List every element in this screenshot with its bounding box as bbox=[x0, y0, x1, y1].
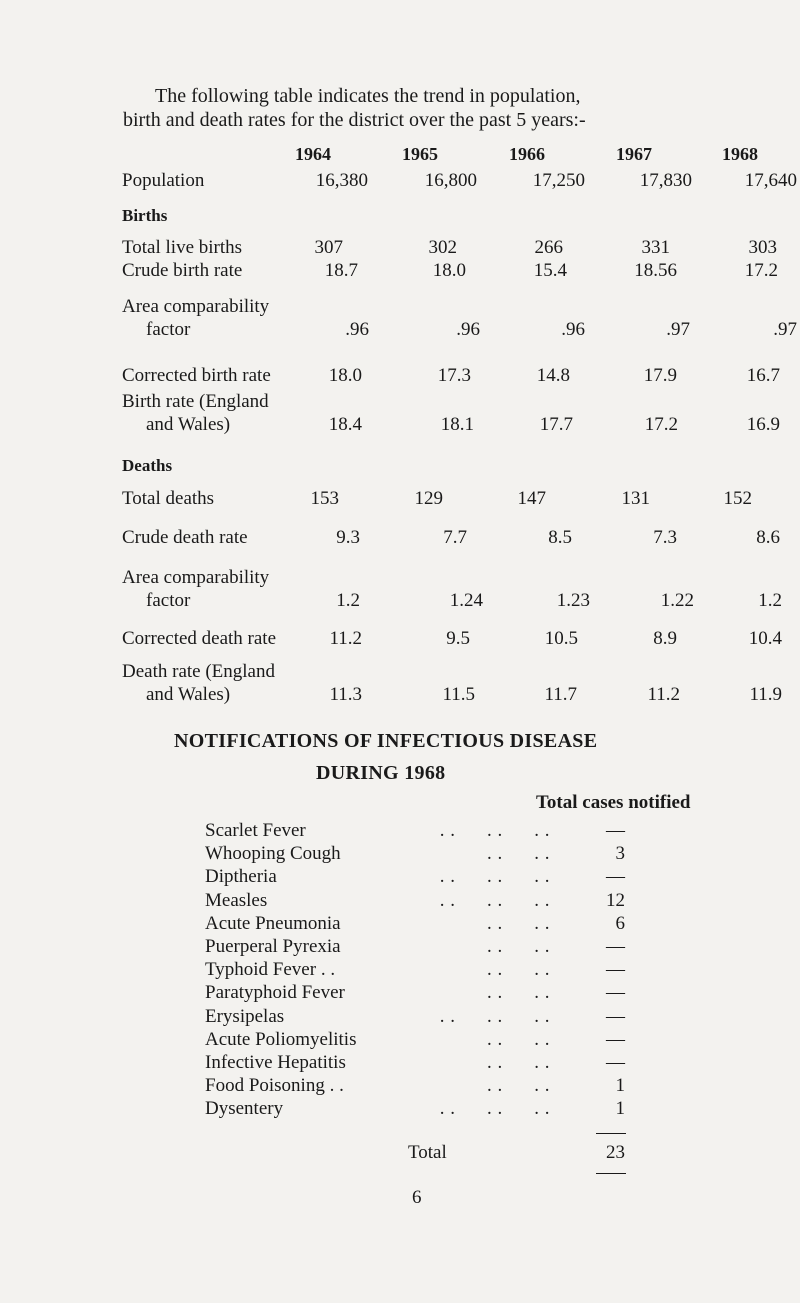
deaths-total-value-1966: 147 bbox=[517, 488, 546, 509]
births-total-live-value-1968: 303 bbox=[748, 237, 777, 258]
deaths-total-value-1967: 131 bbox=[621, 488, 650, 509]
births-total-live-value-1967: 331 bbox=[641, 237, 670, 258]
deaths-total-label: Total deaths bbox=[122, 488, 215, 509]
year-header-1964: 1964 bbox=[295, 144, 331, 164]
births-corrected-value-1968: 16.7 bbox=[746, 365, 780, 386]
notifications-subheading: DURING 1968 bbox=[316, 762, 446, 784]
births-crude-rate-value-1964: 18.7 bbox=[324, 260, 358, 281]
disease-count: 3 bbox=[615, 843, 625, 864]
deaths-crude-rate-value-1964: 9.3 bbox=[336, 527, 360, 548]
deaths-corrected-value-1968: 10.4 bbox=[748, 628, 782, 649]
deaths-england-label-1: Death rate (England bbox=[122, 661, 275, 682]
disease-count: 12 bbox=[606, 890, 625, 911]
deaths-acf-label-1: Area comparability bbox=[122, 567, 270, 588]
dot-leader: . . . . bbox=[487, 843, 550, 864]
births-england-label-2: and Wales) bbox=[146, 414, 231, 435]
births-england-value-1964: 18.4 bbox=[328, 414, 362, 435]
deaths-heading: Deaths bbox=[122, 456, 173, 475]
births-acf-value-1964: .96 bbox=[345, 319, 369, 340]
year-header-1965: 1965 bbox=[402, 144, 438, 164]
births-crude-rate-value-1965: 18.0 bbox=[432, 260, 466, 281]
disease-name: Food Poisoning . . bbox=[205, 1075, 344, 1096]
dot-leader: . . . . . . bbox=[439, 890, 550, 911]
deaths-crude-rate-value-1968: 8.6 bbox=[756, 527, 780, 548]
deaths-england-value-1968: 11.9 bbox=[749, 684, 782, 705]
dot-leader: . . . . bbox=[487, 1029, 550, 1050]
births-england-value-1968: 16.9 bbox=[746, 414, 780, 435]
dot-leader: . . . . bbox=[487, 936, 550, 957]
births-corrected-label: Corrected birth rate bbox=[122, 365, 271, 386]
deaths-acf-value-1968: 1.2 bbox=[758, 590, 782, 611]
births-crude-rate-value-1968: 17.2 bbox=[744, 260, 778, 281]
deaths-corrected-value-1964: 11.2 bbox=[329, 628, 362, 649]
births-crude-rate-label: Crude birth rate bbox=[122, 260, 243, 281]
deaths-total-value-1968: 152 bbox=[723, 488, 752, 509]
deaths-crude-rate-value-1966: 8.5 bbox=[548, 527, 572, 548]
births-corrected-value-1966: 14.8 bbox=[536, 365, 570, 386]
births-acf-label-2: factor bbox=[146, 319, 191, 340]
dot-leader: . . . . bbox=[487, 1052, 550, 1073]
total-label: Total bbox=[408, 1142, 447, 1163]
births-acf-value-1965: .96 bbox=[456, 319, 480, 340]
disease-name: Measles bbox=[205, 890, 268, 911]
deaths-corrected-value-1965: 9.5 bbox=[446, 628, 470, 649]
disease-name: Diptheria bbox=[205, 866, 277, 887]
dot-leader: . . . . bbox=[487, 982, 550, 1003]
disease-name: Acute Poliomyelitis bbox=[205, 1029, 357, 1050]
deaths-england-label-2: and Wales) bbox=[146, 684, 231, 705]
disease-name: Dysentery bbox=[205, 1098, 284, 1119]
disease-name: Erysipelas bbox=[205, 1006, 285, 1027]
total-rule-bottom bbox=[596, 1173, 626, 1174]
births-total-live-value-1966: 266 bbox=[534, 237, 563, 258]
disease-count: — bbox=[606, 820, 625, 841]
births-acf-label-1: Area comparability bbox=[122, 296, 270, 317]
year-header-1966: 1966 bbox=[509, 144, 545, 164]
disease-name: Paratyphoid Fever bbox=[205, 982, 345, 1003]
births-acf-value-1967: .97 bbox=[666, 319, 690, 340]
births-acf-value-1968: .97 bbox=[773, 319, 797, 340]
births-total-live-value-1964: 307 bbox=[314, 237, 343, 258]
disease-count: — bbox=[606, 936, 625, 957]
births-total-live-value-1965: 302 bbox=[428, 237, 457, 258]
disease-count: — bbox=[606, 1052, 625, 1073]
disease-count: — bbox=[606, 1006, 625, 1027]
dot-leader: . . . . bbox=[487, 959, 550, 980]
births-england-value-1966: 17.7 bbox=[539, 414, 573, 435]
births-england-value-1965: 18.1 bbox=[440, 414, 474, 435]
total-value: 23 bbox=[606, 1142, 625, 1163]
year-header-1967: 1967 bbox=[616, 144, 652, 164]
deaths-acf-value-1967: 1.22 bbox=[660, 590, 694, 611]
deaths-acf-value-1964: 1.2 bbox=[336, 590, 360, 611]
disease-name: Puerperal Pyrexia bbox=[205, 936, 341, 957]
page-number: 6 bbox=[412, 1187, 422, 1208]
population-value-1965: 16,800 bbox=[424, 170, 477, 191]
dot-leader: . . . . . . bbox=[439, 1006, 550, 1027]
births-corrected-value-1964: 18.0 bbox=[328, 365, 362, 386]
dot-leader: . . . . . . bbox=[439, 820, 550, 841]
births-acf-value-1966: .96 bbox=[561, 319, 585, 340]
population-value-1966: 17,250 bbox=[532, 170, 585, 191]
disease-name: Whooping Cough bbox=[205, 843, 341, 864]
births-total-live-label: Total live births bbox=[122, 237, 243, 258]
deaths-acf-value-1966: 1.23 bbox=[556, 590, 590, 611]
total-cases-column-header: Total cases notified bbox=[536, 792, 691, 813]
deaths-corrected-label: Corrected death rate bbox=[122, 628, 277, 649]
births-corrected-value-1965: 17.3 bbox=[437, 365, 471, 386]
disease-name: Typhoid Fever . . bbox=[205, 959, 336, 980]
births-heading: Births bbox=[122, 206, 168, 225]
deaths-england-value-1967: 11.2 bbox=[647, 684, 680, 705]
disease-count: — bbox=[606, 982, 625, 1003]
deaths-england-value-1965: 11.5 bbox=[442, 684, 475, 705]
disease-name: Infective Hepatitis bbox=[205, 1052, 346, 1073]
total-rule-top bbox=[596, 1133, 626, 1134]
deaths-crude-rate-label: Crude death rate bbox=[122, 527, 248, 548]
deaths-england-value-1964: 11.3 bbox=[329, 684, 362, 705]
disease-count: — bbox=[606, 959, 625, 980]
births-england-value-1967: 17.2 bbox=[644, 414, 678, 435]
deaths-acf-label-2: factor bbox=[146, 590, 191, 611]
deaths-crude-rate-value-1967: 7.3 bbox=[653, 527, 677, 548]
dot-leader: . . . . bbox=[487, 913, 550, 934]
intro-line-1: The following table indicates the trend in population, bbox=[155, 85, 581, 107]
population-value-1964: 16,380 bbox=[315, 170, 368, 191]
births-crude-rate-value-1967: 18.56 bbox=[634, 260, 677, 281]
population-value-1968: 17,640 bbox=[744, 170, 797, 191]
disease-count: — bbox=[606, 866, 625, 887]
disease-count: — bbox=[606, 1029, 625, 1050]
births-corrected-value-1967: 17.9 bbox=[643, 365, 677, 386]
notifications-heading: NOTIFICATIONS OF INFECTIOUS DISEASE bbox=[174, 730, 598, 752]
disease-count: 1 bbox=[615, 1075, 625, 1096]
deaths-corrected-value-1967: 8.9 bbox=[653, 628, 677, 649]
disease-name: Acute Pneumonia bbox=[205, 913, 341, 934]
deaths-total-value-1965: 129 bbox=[414, 488, 443, 509]
deaths-corrected-value-1966: 10.5 bbox=[544, 628, 578, 649]
disease-name: Scarlet Fever bbox=[205, 820, 306, 841]
population-value-1967: 17,830 bbox=[639, 170, 692, 191]
dot-leader: . . . . . . bbox=[439, 1098, 550, 1119]
disease-count: 1 bbox=[615, 1098, 625, 1119]
births-crude-rate-value-1966: 15.4 bbox=[533, 260, 567, 281]
deaths-acf-value-1965: 1.24 bbox=[449, 590, 483, 611]
intro-line-2: birth and death rates for the district over the past 5 years:- bbox=[123, 109, 586, 131]
dot-leader: . . . . bbox=[487, 1075, 550, 1096]
deaths-england-value-1966: 11.7 bbox=[544, 684, 577, 705]
year-header-1968: 1968 bbox=[722, 144, 758, 164]
population-label: Population bbox=[122, 170, 205, 191]
deaths-total-value-1964: 153 bbox=[310, 488, 339, 509]
births-england-label-1: Birth rate (England bbox=[122, 391, 269, 412]
disease-count: 6 bbox=[615, 913, 625, 934]
dot-leader: . . . . . . bbox=[439, 866, 550, 887]
deaths-crude-rate-value-1965: 7.7 bbox=[443, 527, 467, 548]
